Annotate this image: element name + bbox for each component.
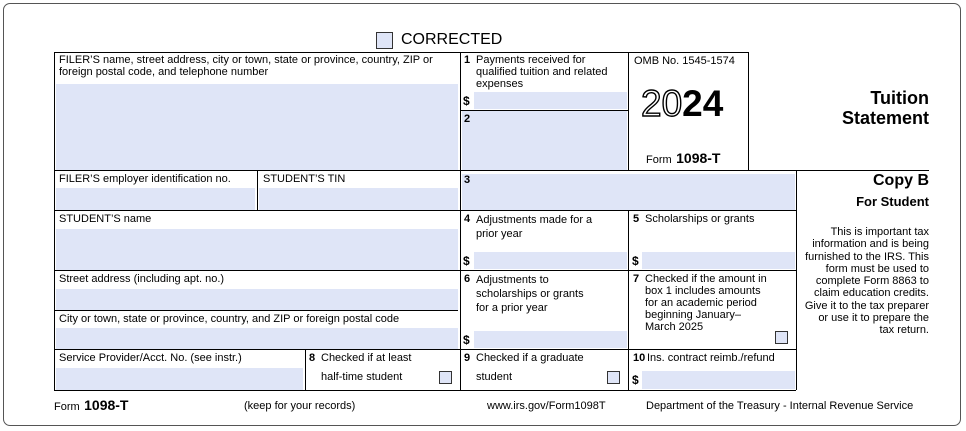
box3-field[interactable] [462,174,795,210]
student-tin-field[interactable] [259,188,458,210]
box1-dollar: $ [463,94,470,108]
form-number: 1098-T [676,150,721,166]
corrected-label: CORRECTED [401,31,503,48]
box1-number: 1 [464,54,471,66]
form-word: Form [646,154,672,166]
grid-line [54,310,458,311]
tax-year [641,84,723,124]
service-provider-field[interactable] [56,368,303,390]
box4-number: 4 [464,213,471,225]
grid-line [628,52,629,170]
grid-line [54,210,796,211]
filer-name-field[interactable] [56,84,458,171]
footer-dept: Department of the Treasury - Internal Revenue Service [646,400,914,412]
title-line2: Statement [841,108,929,128]
box1-label: Payments received for qualified tuition and related expenses [476,54,608,90]
box2-field[interactable] [462,111,627,170]
box5-number: 5 [633,213,640,225]
service-provider-label: Service Provider/Acct. No. (see instr.) [59,352,242,364]
grid-line [460,110,628,111]
box9-label1: Checked if a graduate [476,352,584,364]
street-field[interactable] [56,289,458,310]
grid-line [54,52,55,390]
tax-year-prefix: 20 [641,83,683,124]
box5-field[interactable] [642,252,795,269]
student-tin-label: STUDENT’S TIN [263,173,346,185]
street-label: Street address (including apt. no.) [59,273,225,285]
box1-field[interactable] [474,92,627,109]
box4-dollar: $ [463,254,470,268]
grid-line [257,170,258,210]
student-name-label: STUDENT’S name [59,213,152,225]
city-field[interactable] [56,328,458,349]
footer-keep: (keep for your records) [244,400,356,412]
box6-label: Adjustments to scholarships or grants for a prior year [476,274,584,314]
box4-label: Adjustments made for a prior year [476,214,593,240]
copy-b-label: Copy B [873,172,929,189]
footer-form-name [54,397,128,415]
omb-number: OMB No. 1545-1574 [634,55,735,67]
box6-dollar: $ [463,333,470,347]
for-student-label: For Student [856,194,929,209]
form-name-header [646,150,720,168]
title-line1: Tuition [870,88,929,108]
student-name-field[interactable] [56,229,458,270]
box5-label: Scholarships or grants [645,213,755,225]
grid-line [54,170,929,171]
notice-text: This is important tax information and is being furnished to the IRS. This form must be used to complete Form 8863 to claim education credits. Give it to the tax preparer or use it to prepare the tax return. [804,226,929,337]
box9-label2: student [476,371,513,383]
box4-field[interactable] [474,252,627,269]
grid-line [305,349,306,390]
filer-ein-label: FILER’S employer identification no. [59,173,231,185]
box5-dollar: $ [632,254,639,268]
corrected-checkbox[interactable] [376,32,393,49]
filer-label: FILER’S name, street address, city or town, state or province, country, ZIP or foreign postal code, and telephone number [59,54,433,78]
box6-number: 6 [464,273,471,285]
box10-field[interactable] [642,371,795,389]
city-label: City or town, state or province, country, and ZIP or foreign postal code [59,313,400,325]
grid-line [54,349,796,350]
footer-url[interactable]: www.irs.gov/Form1098T [487,400,606,412]
box10-number: 10 [633,352,646,364]
grid-line [748,52,749,170]
filer-ein-field[interactable] [56,188,255,210]
footer-form-word: Form [54,401,80,413]
grid-line [460,52,461,390]
grid-line [796,170,797,390]
box2-number: 2 [464,113,471,125]
box8-checkbox[interactable] [439,371,452,384]
box10-dollar: $ [632,373,639,387]
box10-label: Ins. contract reimb./refund [647,352,775,364]
box9-number: 9 [464,352,471,364]
footer-form-number: 1098-T [84,397,129,413]
box8-label2: half-time student [321,371,403,383]
box7-number: 7 [633,273,640,285]
grid-line [54,270,796,271]
box7-checkbox[interactable] [775,331,788,344]
box3-number: 3 [464,174,471,186]
box7-label: Checked if the amount in box 1 includes amounts for an academic period beginning January–March 2025 [645,273,767,333]
box8-number: 8 [309,352,316,364]
tax-year-suffix: 24 [682,83,724,124]
box8-label1: Checked if at least [321,352,412,364]
grid-line [54,390,796,391]
grid-line [628,210,629,390]
box6-field[interactable] [474,331,627,348]
grid-line [54,52,748,53]
box9-checkbox[interactable] [607,371,620,384]
